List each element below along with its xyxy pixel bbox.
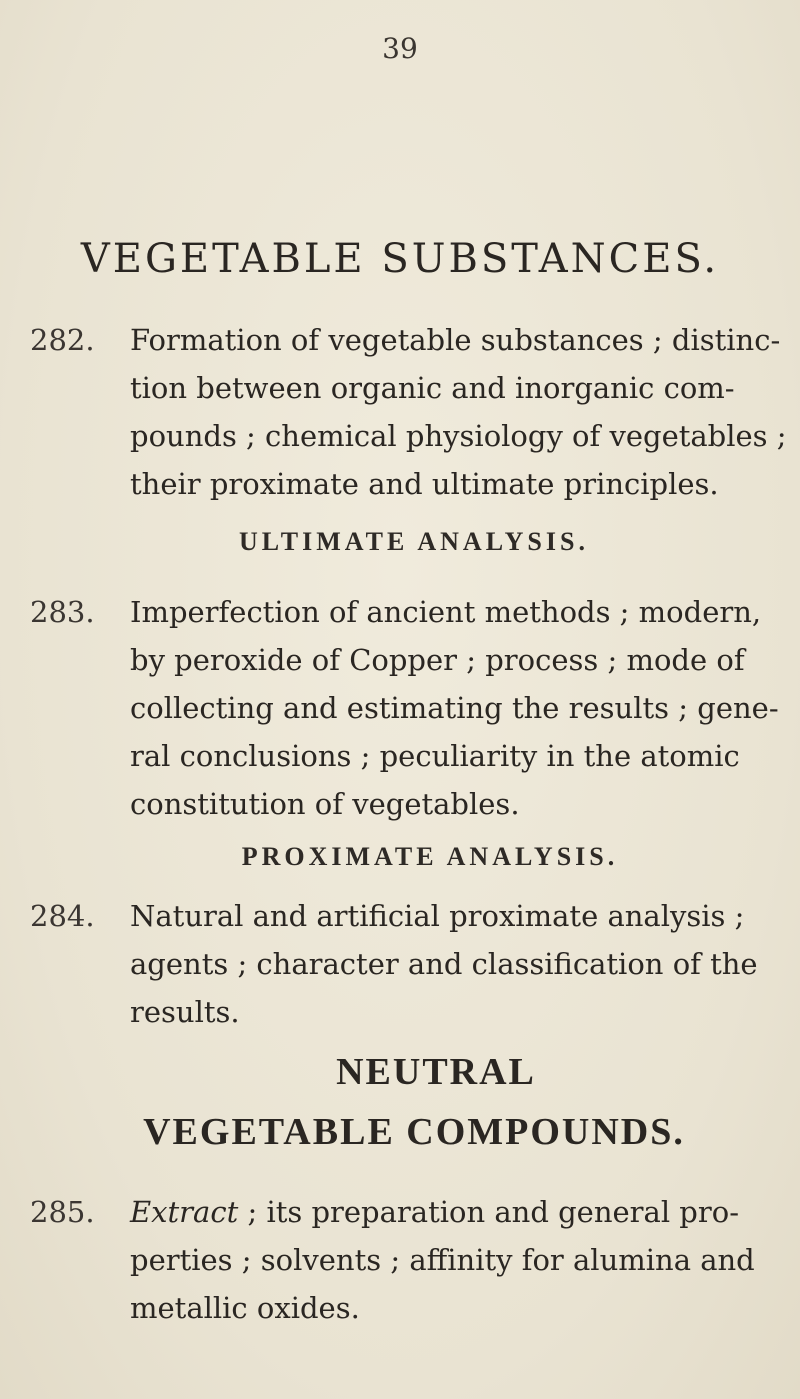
entry-line: collecting and estimating the results ; gene- bbox=[130, 691, 779, 725]
entry-line: agents ; character and classification of the bbox=[130, 947, 758, 981]
entry-line: tion between organic and inorganic com- bbox=[130, 371, 735, 405]
section-title: VEGETABLE SUBSTANCES. bbox=[80, 236, 720, 282]
entry-line bbox=[130, 1188, 750, 1236]
subheading-neutral: NEUTRAL bbox=[336, 1051, 536, 1093]
entry-line: Natural and artificial proximate analysis ; bbox=[130, 899, 745, 933]
entry-number: 282. bbox=[30, 323, 95, 357]
entry-line: Imperfection of ancient methods ; modern, bbox=[130, 595, 762, 629]
entry-line: results. bbox=[130, 995, 240, 1029]
entry-282 bbox=[30, 316, 787, 508]
page-number: 39 bbox=[382, 32, 418, 65]
entry-line: constitution of vegetables. bbox=[130, 787, 520, 821]
entry-284 bbox=[30, 892, 758, 1036]
entry-line: pounds ; chemical physiology of vegetables ; bbox=[130, 419, 787, 453]
entry-line: their proximate and ultimate principles. bbox=[130, 467, 719, 501]
entry-number: 283. bbox=[30, 595, 95, 629]
entry-line: Formation of vegetable substances ; distinc- bbox=[130, 323, 781, 357]
entry-italic-lead: Extract bbox=[130, 1195, 239, 1229]
entry-number: 285. bbox=[30, 1195, 95, 1229]
entry-line: perties ; solvents ; affinity for alumina and bbox=[130, 1243, 755, 1277]
entry-line: by peroxide of Copper ; process ; mode of bbox=[130, 643, 745, 677]
subheading-vegetable-compounds: VEGETABLE COMPOUNDS. bbox=[143, 1111, 685, 1153]
entry-line: ral conclusions ; peculiarity in the atomic bbox=[130, 739, 740, 773]
subheading-ultimate-analysis: ULTIMATE ANALYSIS. bbox=[239, 527, 589, 556]
entry-line-rest: ; its preparation and general pro- bbox=[238, 1195, 739, 1229]
subheading-proximate-analysis: PROXIMATE ANALYSIS. bbox=[241, 842, 619, 871]
entry-line: metallic oxides. bbox=[130, 1291, 360, 1325]
entry-285 bbox=[30, 1188, 755, 1332]
entry-283 bbox=[30, 588, 779, 828]
entry-number: 284. bbox=[30, 899, 95, 933]
